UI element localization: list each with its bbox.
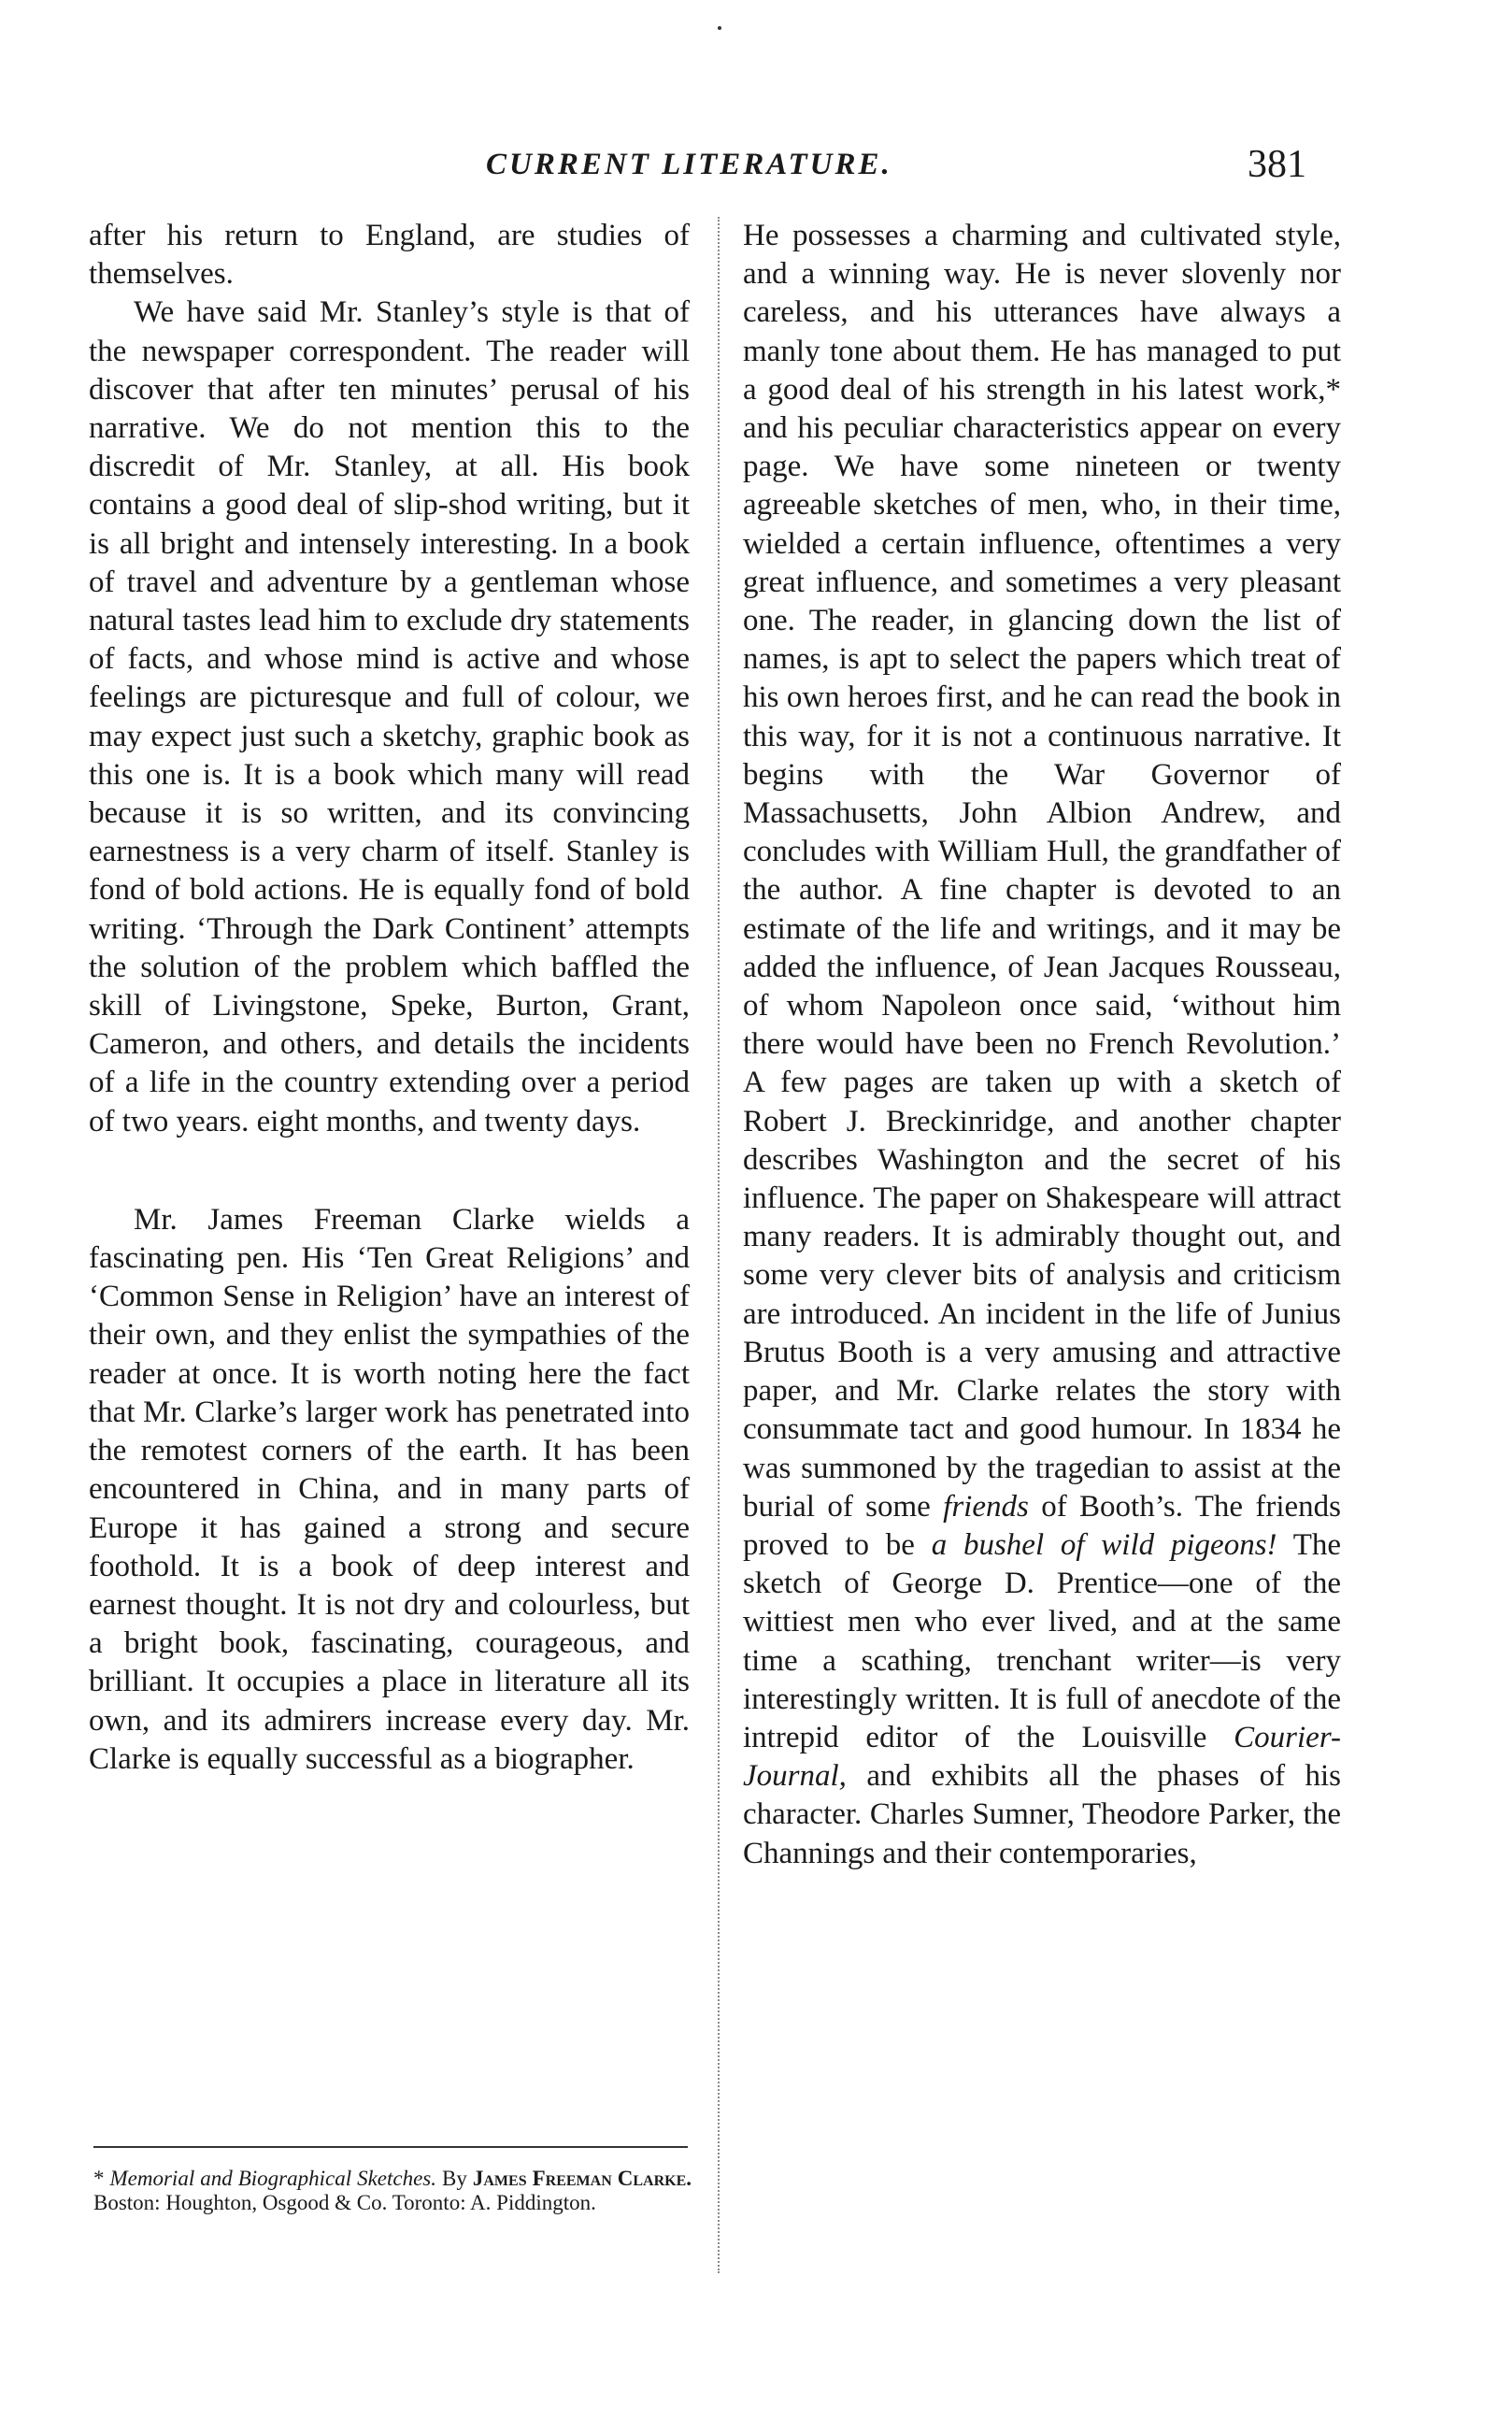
right-paragraph-1: [743, 217, 1341, 1873]
footnote-title: Memorial and Biographical Sketches.: [109, 2167, 437, 2190]
left-column: [89, 217, 690, 1779]
print-speck: [718, 26, 721, 30]
footnote-author: James Freeman Clarke.: [472, 2167, 692, 2190]
column-divider: [718, 217, 720, 2273]
right-text-bushel: a bushel of wild pigeons!: [931, 1527, 1277, 1562]
section-gap: [89, 1141, 690, 1201]
right-text-paper: Courier-Journal,: [743, 1720, 1341, 1794]
footnote-imprint: Boston: Houghton, Osgood & Co. Toronto: A. Piddington.: [93, 2191, 596, 2214]
page-number: 381: [1248, 143, 1306, 186]
right-text-d: and exhibits all the phases of his character. Charles Sumner, Theodore Parker, the Channings and their contemporaries,: [743, 1759, 1342, 1870]
right-column: [743, 217, 1341, 1873]
right-text-b: of Booth’s. The friends proved to be: [743, 1489, 1342, 1562]
left-paragraph-2: We have said Mr. Stanley’s style is that of the newspaper correspondent. The reader will discover that after ten minutes’ perusal of his narrative. We do not mention this to the discredit of Mr. Stanley, at all. His book contains a good deal of slip-shod writing, but it is all bright and intensely interesting. In a book of travel and adventure by a gentleman whose natural tastes lead him to exclude dry statements of facts, and whose mind is active and whose feelings are picturesque and full of colour, we may expect just such a sketchy, graphic book as this one is. It is a book which many will read because it is so written, and its convincing earnestness is a very charm of itself. Stanley is fond of bold actions. He is equally fond of bold writing. ‘Through the Dark Continent’ attempts the solution of the problem which baffled the skill of Livingstone, Speke, Burton, Grant, Cameron, and others, and details the incidents of a life in the country extending over a period of two years. eight months, and twenty days.: [89, 295, 690, 1138]
footnote-marker: *: [93, 2167, 105, 2190]
left-paragraph-3: Mr. James Freeman Clarke wields a fascinating pen. His ‘Ten Great Religions’ and ‘Common Sense in Religion’ have an interest of their own, and they enlist the sympathies of the reader at once. It is worth noting here the fact that Mr. Clarke’s larger work has penetrated into the remotest corners of the earth. It has been encountered in China, and in many parts of Europe it has gained a strong and secure foothold. It is a book of deep interest and earnest thought. It is not dry and colourless, but a bright book, fascinating, courageous, and brilliant. It occupies a place in literature all its own, and its admirers increase every day. Mr. Clarke is equally successful as a biographer.: [89, 1202, 690, 1776]
right-text-c: The sketch of George D. Prentice—one of the wittiest men who ever lived, and at the same time a scathing, trenchant writer—is very interestingly written. It is full of anecdote of the intrepid editor of the Louisville: [743, 1527, 1341, 1754]
footnote-by: By: [442, 2167, 467, 2190]
footnote: [93, 2167, 692, 2215]
left-paragraph-1: after his return to England, are studies of themselves.: [89, 219, 690, 292]
right-text-friends: friends: [943, 1489, 1029, 1524]
footnote-rule: [93, 2146, 688, 2148]
right-text-a: He possesses a charming and cultivated style, and a winning way. He is never slovenly nor careless, and his utterances have always a manly tone about them. He has managed to put a good deal of his strength in his latest work,* and his peculiar characteristics appear on every page. We have some nineteen or twenty agreeable sketches of men, who, in their time, wielded a certain influence, oftentimes a very great influence, and sometimes a very pleasant one. The reader, in glancing down the list of names, is apt to select the papers which treat of his own heroes first, and he can read the book in this way, for it is not a continuous narrative. It begins with the War Governor of Massachusetts, John Albion Andrew, and concludes with William Hull, the grandfather of the author. A fine chapter is devoted to an estimate of the life and writings, and it may be added the influence, of Jean Jacques Rousseau, of whom Napoleon once said, ‘without him there would have been no French Revolution.’ A few pages are taken up with a sketch of Robert J. Breckinridge, and another chapter describes Washington and the secret of his influence. The paper on Shakespeare will attract many readers. It is admirably thought out, and some very clever bits of analysis and criticism are introduced. An incident in the life of Junius Brutus Booth is a very amusing and attractive paper, and Mr. Clarke relates the story with consummate tact and good humour. In 1834 he was summoned by the tragedian to assist at the burial of some: [743, 219, 1341, 1524]
running-head: CURRENT LITERATURE.: [486, 148, 892, 181]
